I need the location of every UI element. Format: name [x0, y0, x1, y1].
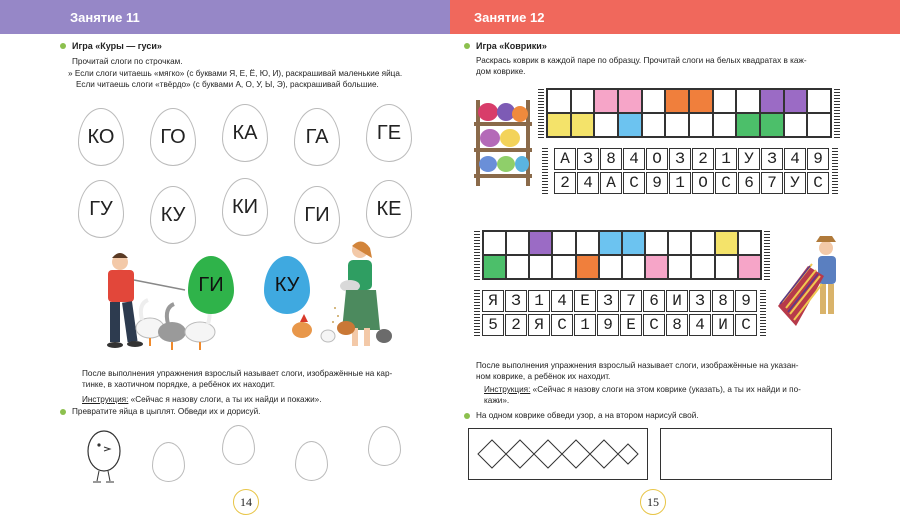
page-number: 15: [640, 489, 666, 515]
syllable-egg[interactable]: [366, 180, 412, 238]
lesson-header-left: [0, 0, 450, 34]
rug-letter-cell: А: [600, 172, 622, 194]
instruction: [484, 384, 884, 395]
rug-fringe: [542, 148, 548, 194]
rug-cell[interactable]: [807, 113, 831, 137]
rug-cell[interactable]: [760, 113, 784, 137]
rug-cell[interactable]: [738, 255, 761, 279]
rug-fringe: [474, 230, 480, 280]
rug-letter-cell: С: [735, 314, 757, 336]
rug-letter-cell: С: [715, 172, 737, 194]
syllable-egg[interactable]: [366, 104, 412, 162]
rug-cell[interactable]: [594, 113, 618, 137]
rug-letter-cell: 4: [689, 314, 711, 336]
egg-text: ГУ: [89, 197, 113, 220]
game-title: Игра «Коврики»: [476, 41, 547, 51]
syllable-egg[interactable]: [294, 108, 340, 166]
instruction: [82, 394, 442, 405]
egg-text: КА: [232, 121, 258, 144]
rug-letter-cell: У: [738, 148, 760, 170]
rug-letter-cell: С: [551, 314, 573, 336]
rug-letter-cell: 8: [666, 314, 688, 336]
rug-fringe: [538, 88, 544, 138]
rug-cell[interactable]: [483, 231, 506, 255]
rug-letter-cell: 1: [528, 290, 550, 312]
rug-cell[interactable]: [691, 231, 714, 255]
man-with-rug-illustration: [768, 236, 858, 336]
rug-cell[interactable]: [529, 255, 552, 279]
syllable-egg[interactable]: [78, 180, 124, 238]
rug-letter-cell: 9: [807, 148, 829, 170]
rug-cell[interactable]: [760, 89, 784, 113]
rug-fringe: [834, 88, 840, 138]
rug-cell[interactable]: [736, 89, 760, 113]
rug-cell[interactable]: [642, 113, 666, 137]
syllable-egg[interactable]: [222, 178, 268, 236]
game-title: Игра «Куры — гуси»: [72, 41, 162, 51]
rug-letter-cell: З: [597, 290, 619, 312]
rug-cell[interactable]: [642, 89, 666, 113]
rug-cell[interactable]: [713, 89, 737, 113]
instruction-line: дом коврике.: [476, 67, 526, 76]
syllable-egg[interactable]: [222, 104, 268, 162]
rug-letter-cell: 2: [692, 148, 714, 170]
rug-letter-cell: Я: [482, 290, 504, 312]
rug-cell[interactable]: [571, 113, 595, 137]
rug-2-letters-row-1: [482, 290, 758, 312]
syllable-egg[interactable]: [78, 108, 124, 166]
rug-letter-cell: И: [666, 290, 688, 312]
instruction-text: «Сейчас я назову слоги на этом коврике (указать), а ты их найди и по-: [530, 385, 801, 394]
egg-text: КЕ: [376, 197, 402, 220]
rug-letter-cell: З: [669, 148, 691, 170]
rug-cell[interactable]: [645, 231, 668, 255]
rug-2-color-grid[interactable]: [482, 230, 762, 280]
rug-letter-cell: 9: [646, 172, 668, 194]
rug-letter-cell: У: [784, 172, 806, 194]
rug-1-color-grid[interactable]: [546, 88, 832, 138]
rug-letter-cell: 4: [551, 290, 573, 312]
pattern-rug-box[interactable]: [468, 428, 648, 480]
rug-cell[interactable]: [736, 113, 760, 137]
rug-letter-cell: 6: [643, 290, 665, 312]
rug-letter-cell: 1: [669, 172, 691, 194]
farmer-chickens-illustration: [280, 238, 400, 356]
instruction-line: Раскрась коврик в каждой паре по образцу. Прочитай слоги на белых квадратах в каж-: [476, 56, 807, 65]
empty-rug-box[interactable]: [660, 428, 832, 480]
rug-cell[interactable]: [571, 89, 595, 113]
rug-cell[interactable]: [599, 255, 622, 279]
paragraph: После выполнения упражнения взрослый называет слоги, изображённые на кар-: [82, 369, 393, 378]
rug-cell[interactable]: [552, 255, 575, 279]
bullet-icon: [60, 409, 66, 415]
rug-cell[interactable]: [483, 255, 506, 279]
rug-cell[interactable]: [784, 113, 808, 137]
instruction-text: «Сейчас я назову слоги, а ты их найди и покажи».: [128, 395, 322, 404]
egg-text: КО: [87, 125, 115, 148]
rug-cell[interactable]: [668, 231, 691, 255]
rug-cell[interactable]: [691, 255, 714, 279]
rug-letter-cell: 6: [738, 172, 760, 194]
syllable-egg[interactable]: [150, 108, 196, 166]
rug-letter-cell: 4: [623, 148, 645, 170]
instruction-continued: кажи».: [484, 396, 510, 405]
rug-letter-cell: С: [807, 172, 829, 194]
egg-text: ГА: [305, 125, 329, 148]
rug-fringe: [474, 290, 480, 336]
yarn-shelf-illustration: [474, 92, 534, 188]
rug-letter-cell: 8: [712, 290, 734, 312]
bullet-icon: [464, 43, 470, 49]
egg-text: ГО: [160, 125, 186, 148]
rug-cell[interactable]: [529, 231, 552, 255]
rug-letter-cell: С: [643, 314, 665, 336]
instruction-label: Инструкция:: [82, 395, 129, 404]
rug-letter-cell: О: [646, 148, 668, 170]
outline-egg[interactable]: [152, 442, 185, 482]
rug-cell[interactable]: [784, 89, 808, 113]
instruction-line: Если читаешь слоги «твёрдо» (с буквами А, О, У, Ы, Э), раскрашивай большие.: [76, 80, 379, 89]
rug-letter-cell: 8: [600, 148, 622, 170]
rug-letter-cell: И: [712, 314, 734, 336]
instruction-line: Прочитай слоги по строчкам.: [72, 57, 183, 66]
rug-cell[interactable]: [689, 89, 713, 113]
rug-cell[interactable]: [738, 231, 761, 255]
instruction-line: » Если слоги читаешь «мягко» (с буквами Я, Е, Ё, Ю, И), раскрашивай маленькие яйца.: [68, 69, 403, 78]
rug-cell[interactable]: [622, 255, 645, 279]
rug-letter-cell: 2: [554, 172, 576, 194]
rug-fringe: [832, 148, 838, 194]
paragraph: ном коврике, а ребёнок их находит.: [476, 372, 611, 381]
rug-cell[interactable]: [576, 231, 599, 255]
task-text: На одном коврике обведи узор, а на втором нарисуй свой.: [476, 411, 699, 420]
rug-letter-cell: А: [554, 148, 576, 170]
rug-cell[interactable]: [506, 255, 529, 279]
lesson-title: Занятие 12: [474, 9, 545, 25]
outline-egg[interactable]: [295, 441, 328, 481]
rug-letter-cell: З: [761, 148, 783, 170]
rug-cell[interactable]: [622, 231, 645, 255]
rug-cell[interactable]: [807, 89, 831, 113]
chick-sample-icon: [84, 427, 130, 487]
egg-text: ГЕ: [376, 121, 402, 144]
right-page: [450, 0, 900, 527]
rug-letter-cell: 9: [597, 314, 619, 336]
paragraph: После выполнения упражнения взрослый называет слоги, изображённые на указан-: [476, 361, 799, 370]
rug-1-letters-row-2: [554, 172, 830, 194]
egg-text: КУ: [274, 273, 300, 296]
rug-cell[interactable]: [715, 231, 738, 255]
rug-letter-cell: О: [692, 172, 714, 194]
bullet-icon: [464, 413, 470, 419]
rug-cell[interactable]: [506, 231, 529, 255]
paragraph: тинке, в хаотичном порядке, а ребёнок их находит.: [82, 380, 276, 389]
rug-cell[interactable]: [576, 255, 599, 279]
outline-egg[interactable]: [222, 425, 255, 465]
egg-text: ГИ: [304, 203, 330, 226]
syllable-egg[interactable]: [294, 186, 340, 244]
rug-letter-cell: 5: [482, 314, 504, 336]
rug-letter-cell: З: [689, 290, 711, 312]
rug-letter-cell: 4: [784, 148, 806, 170]
rug-cell[interactable]: [715, 255, 738, 279]
rug-letter-cell: 7: [761, 172, 783, 194]
egg-text: КУ: [160, 203, 186, 226]
rug-letter-cell: 1: [715, 148, 737, 170]
egg-text: ГИ: [198, 273, 224, 296]
rug-cell[interactable]: [547, 89, 571, 113]
rug-cell[interactable]: [547, 113, 571, 137]
rug-cell[interactable]: [618, 113, 642, 137]
bullet-icon: [60, 43, 66, 49]
outline-egg[interactable]: [368, 426, 401, 466]
rug-letter-cell: 1: [574, 314, 596, 336]
rug-cell[interactable]: [618, 89, 642, 113]
rug-letter-cell: З: [577, 148, 599, 170]
rug-letter-cell: Е: [574, 290, 596, 312]
rug-cell[interactable]: [665, 89, 689, 113]
rug-letter-cell: 9: [735, 290, 757, 312]
rug-2-letters-row-2: [482, 314, 758, 336]
task-text: Превратите яйца в цыплят. Обведи их и дорисуй.: [72, 407, 261, 416]
rug-letter-cell: 4: [577, 172, 599, 194]
rug-fringe: [760, 290, 766, 336]
egg-text: КИ: [231, 195, 259, 218]
rug-1-letters-row-1: [554, 148, 830, 170]
rug-letter-cell: 7: [620, 290, 642, 312]
instruction-label: Инструкция:: [484, 385, 531, 394]
rug-letter-cell: 2: [505, 314, 527, 336]
rug-letter-cell: Е: [620, 314, 642, 336]
rug-cell[interactable]: [665, 113, 689, 137]
page-number: 14: [233, 489, 259, 515]
rug-letter-cell: Я: [528, 314, 550, 336]
syllable-egg[interactable]: [150, 186, 196, 244]
rug-cell[interactable]: [645, 255, 668, 279]
rug-cell[interactable]: [599, 231, 622, 255]
lesson-title: Занятие 11: [70, 9, 140, 25]
lesson-header-right: [450, 0, 900, 34]
rug-cell[interactable]: [689, 113, 713, 137]
rug-letter-cell: С: [623, 172, 645, 194]
rug-cell[interactable]: [594, 89, 618, 113]
rug-cell[interactable]: [552, 231, 575, 255]
rug-letter-cell: З: [505, 290, 527, 312]
rug-cell[interactable]: [668, 255, 691, 279]
rug-cell[interactable]: [713, 113, 737, 137]
